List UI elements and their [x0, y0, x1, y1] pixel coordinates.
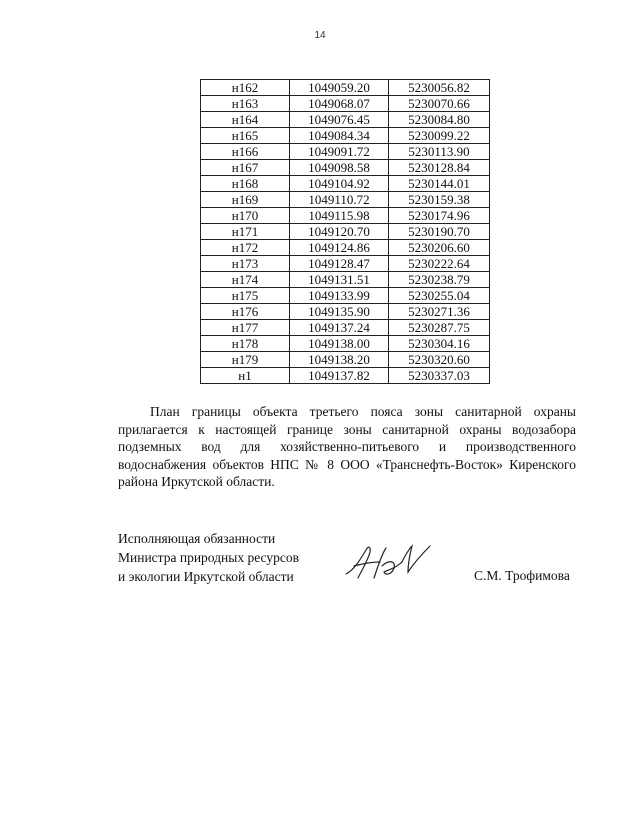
point-label-cell: н176: [201, 304, 290, 320]
signatory-title-line-3: и экологии Иркутской области: [118, 569, 294, 584]
x-coordinate-cell: 1049124.86: [290, 240, 389, 256]
handwritten-signature: [340, 540, 436, 584]
table-row: [201, 80, 490, 96]
y-coordinate-cell: 5230238.79: [389, 272, 490, 288]
y-coordinate-cell: 5230255.04: [389, 288, 490, 304]
table-row: [201, 352, 490, 368]
table-row: [201, 224, 490, 240]
point-label-cell: н162: [201, 80, 290, 96]
page-number: 14: [314, 30, 326, 41]
point-label-cell: н165: [201, 128, 290, 144]
point-label-cell: н172: [201, 240, 290, 256]
point-label-cell: н175: [201, 288, 290, 304]
y-coordinate-cell: 5230070.66: [389, 96, 490, 112]
table-row: [201, 368, 490, 384]
table-row: [201, 240, 490, 256]
table-row: [201, 336, 490, 352]
table-row: [201, 272, 490, 288]
table-row: [201, 320, 490, 336]
y-coordinate-cell: 5230128.84: [389, 160, 490, 176]
x-coordinate-cell: 1049133.99: [290, 288, 389, 304]
point-label-cell: н174: [201, 272, 290, 288]
x-coordinate-cell: 1049110.72: [290, 192, 389, 208]
signatory-title-line-2: Министра природных ресурсов: [118, 550, 299, 565]
x-coordinate-cell: 1049138.00: [290, 336, 389, 352]
table-row: [201, 288, 490, 304]
point-label-cell: н1: [201, 368, 290, 384]
y-coordinate-cell: 5230159.38: [389, 192, 490, 208]
table-row: [201, 112, 490, 128]
x-coordinate-cell: 1049084.34: [290, 128, 389, 144]
x-coordinate-cell: 1049131.51: [290, 272, 389, 288]
signer-name: С.М. Трофимова: [474, 568, 570, 583]
point-label-cell: н171: [201, 224, 290, 240]
y-coordinate-cell: 5230320.60: [389, 352, 490, 368]
y-coordinate-cell: 5230271.36: [389, 304, 490, 320]
point-label-cell: н173: [201, 256, 290, 272]
table-row: [201, 144, 490, 160]
y-coordinate-cell: 5230144.01: [389, 176, 490, 192]
y-coordinate-cell: 5230287.75: [389, 320, 490, 336]
table-row: [201, 128, 490, 144]
y-coordinate-cell: 5230222.64: [389, 256, 490, 272]
point-label-cell: н168: [201, 176, 290, 192]
y-coordinate-cell: 5230304.16: [389, 336, 490, 352]
point-label-cell: н163: [201, 96, 290, 112]
signatory-title: [118, 529, 299, 586]
table-row: [201, 256, 490, 272]
point-label-cell: н177: [201, 320, 290, 336]
table-row: [201, 96, 490, 112]
signatory-title-line-1: Исполняющая обязанности: [118, 531, 276, 546]
x-coordinate-cell: 1049128.47: [290, 256, 389, 272]
point-label-cell: н169: [201, 192, 290, 208]
table-row: [201, 192, 490, 208]
x-coordinate-cell: 1049120.70: [290, 224, 389, 240]
x-coordinate-cell: 1049137.24: [290, 320, 389, 336]
point-label-cell: н170: [201, 208, 290, 224]
point-label-cell: н164: [201, 112, 290, 128]
x-coordinate-cell: 1049137.82: [290, 368, 389, 384]
point-label-cell: н178: [201, 336, 290, 352]
point-label-cell: н167: [201, 160, 290, 176]
x-coordinate-cell: 1049068.07: [290, 96, 389, 112]
x-coordinate-cell: 1049098.58: [290, 160, 389, 176]
coordinates-table-body: [201, 80, 490, 384]
table-row: [201, 176, 490, 192]
x-coordinate-cell: 1049059.20: [290, 80, 389, 96]
y-coordinate-cell: 5230099.22: [389, 128, 490, 144]
point-label-cell: н166: [201, 144, 290, 160]
table-row: [201, 208, 490, 224]
coordinates-table: [200, 79, 490, 384]
y-coordinate-cell: 5230056.82: [389, 80, 490, 96]
x-coordinate-cell: 1049135.90: [290, 304, 389, 320]
x-coordinate-cell: 1049104.92: [290, 176, 389, 192]
x-coordinate-cell: 1049115.98: [290, 208, 389, 224]
table-row: [201, 160, 490, 176]
y-coordinate-cell: 5230174.96: [389, 208, 490, 224]
y-coordinate-cell: 5230337.03: [389, 368, 490, 384]
x-coordinate-cell: 1049076.45: [290, 112, 389, 128]
x-coordinate-cell: 1049091.72: [290, 144, 389, 160]
y-coordinate-cell: 5230113.90: [389, 144, 490, 160]
point-label-cell: н179: [201, 352, 290, 368]
y-coordinate-cell: 5230084.80: [389, 112, 490, 128]
y-coordinate-cell: 5230206.60: [389, 240, 490, 256]
table-row: [201, 304, 490, 320]
body-paragraph: План границы объекта третьего пояса зоны санитарной охраны прилагается к настоящей границе зоны санитарной охраны водозабора подземных вод для хозяйственно-питьевого и производственного водоснабжения объектов НПС № 8 ООО «Транснефть-Восток» Киренского района Иркутской области.: [118, 404, 576, 489]
x-coordinate-cell: 1049138.20: [290, 352, 389, 368]
y-coordinate-cell: 5230190.70: [389, 224, 490, 240]
